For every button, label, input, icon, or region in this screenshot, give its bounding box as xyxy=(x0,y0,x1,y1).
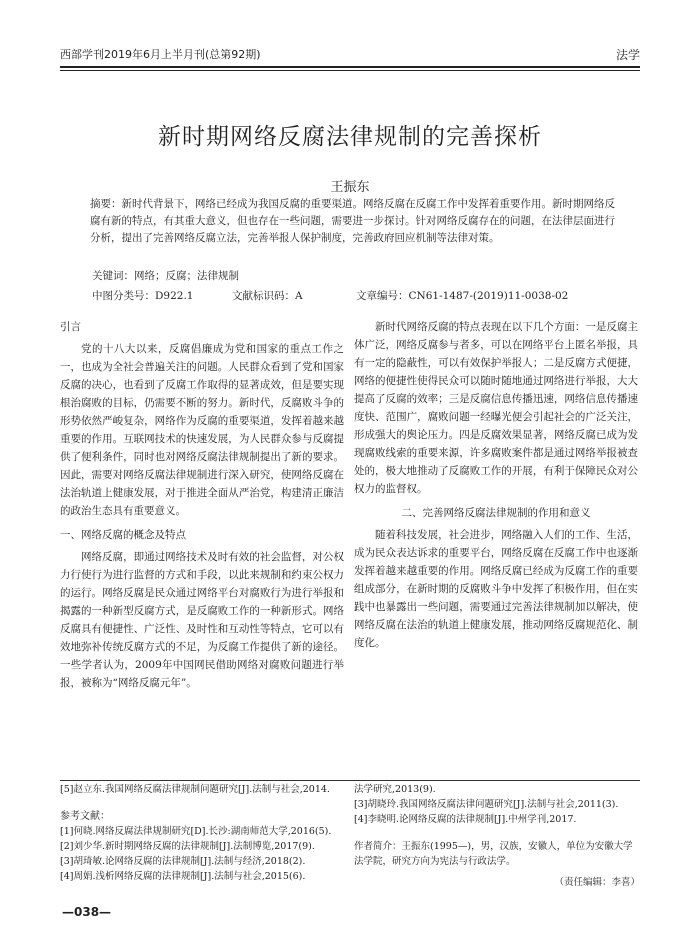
footnotes-left xyxy=(60,782,344,884)
article-title: 新时期网络反腐法律规制的完善探析 xyxy=(158,124,542,150)
reference-entry: [1]何晓.网络反腐法律规制研究[D].长沙:湖南师范大学,2016(5). xyxy=(60,826,332,837)
footnote-rule xyxy=(60,780,640,781)
article-author: 王振东 xyxy=(330,180,370,195)
keywords: 关键词：网络；反腐；法律规制 xyxy=(92,270,239,282)
header-rule-thin xyxy=(60,70,640,71)
reference-entry: [2]刘少华.新时期网络反腐的法律规制[J].法制博览,2017(9). xyxy=(60,841,315,852)
running-header xyxy=(60,46,640,64)
section-heading: 二、完善网络反腐法律规制的作用和意义 xyxy=(401,507,591,519)
document-code: 文献标识码：A xyxy=(232,290,303,302)
reference-entry: [3]胡晓玲.我国网络反腐法律问题研究[J].法制与社会,2011(3). xyxy=(354,799,619,810)
article-number: 文章编号：CN61-1487-(2019)11-0038-02 xyxy=(356,290,569,302)
author-bio: 作者简介：王振东(1995—)，男，汉族，安徽人，单位为安徽大学法学院，研究方向为宪法与行政法学。 xyxy=(354,841,633,867)
body-paragraph: 党的十八大以来，反腐倡廉成为党和国家的重点工作之一，也成为全社会普遍关注的问题。人民群众看到了党和国家反腐的决心，也看到了反腐工作取得的显著成效，但是要实现根治腐败的目标，仍需要不断的努力。新时代，反腐败斗争的形势依然严峻复杂，网络作为反腐的重要渠道，发挥着越来越重要的作用。互联网技术的快速发展，为人民群众参与反腐提供了便利条件，同时也对网络反腐法律规制提出了新的要求。因此，需要对网络反腐法律规制进行深入研究，使网络反腐在法治轨道上健康发展，对于推进全面从严治党，构建清正廉洁的政治生态具有重要意义。 xyxy=(60,343,344,517)
footnotes-right xyxy=(354,782,640,890)
reference-entry: [3]胡琦敏.论网络反腐的法律规制[J].法制与经济,2018(2). xyxy=(60,856,306,867)
page-number: —038— xyxy=(62,905,112,919)
clc-number: 中图分类号：D922.1 xyxy=(92,290,194,302)
responsible-editor: （责任编辑：李喜） xyxy=(554,877,640,888)
section-heading: 一、网络反腐的概念及特点 xyxy=(60,529,186,541)
body-paragraph: 网络反腐，即通过网络技术及时有效的社会监督，对公权力行使行为进行监督的方式和手段，以此来规制和约束公权力的运行。网络反腐是民众通过网络平台对腐败行为进行举报和揭露的一种新型反腐方式，是反腐败工作的一种新形式。网络反腐具有便捷性、广泛性、及时性和互动性等特点，它可以有效地弥补传统反腐方式的不足，为反腐工作提供了新的途径。一些学者认为，2009年中国网民借助网络对腐败问题进行举报，被称为“网络反腐元年”。 xyxy=(60,551,344,689)
section-heading: 引言 xyxy=(60,321,81,333)
abstract: 摘要：新时代背景下，网络已经成为我国反腐的重要渠道。网络反腐在反腐工作中发挥着重要作用。新时期网络反腐有新的特点，有其重大意义，但也存在一些问题，需要进一步探讨。针对网络反腐存在的问题，在法律层面进行分析，提出了完善网络反腐立法，完善举报人保护制度，完善政府回应机制等法律对策。 xyxy=(90,198,615,244)
reference-entry: [4]李晓明.论网络反腐的法律规制[J].中州学刊,2017. xyxy=(354,814,577,825)
body-paragraph: 新时代网络反腐的特点表现在以下几个方面：一是反腐主体广泛，网络反腐参与者多，可以在网络平台上匿名举报，具有一定的隐蔽性，可以有效保护举报人；二是反腐方式便捷，网络的便捷性使得民众可以随时随地通过网络进行举报，大大提高了反腐的效率；三是反腐信息传播迅速，网络信息传播速度快、范围广，腐败问题一经曝光便会引起社会的广泛关注，形成强大的舆论压力。四是反腐效果显著，网络反腐已成为发现腐败线索的重要来源，许多腐败案件都是通过网络举报被查处的，极大地推动了反腐败工作的开展，有利于保障民众对公权力的监督权。 xyxy=(354,321,638,495)
journal-info: 西部学刊2019年6月上半月刊(总第92期) xyxy=(60,48,261,61)
header-rule xyxy=(60,66,640,68)
body-column-left xyxy=(60,318,344,692)
reference-entry: 法学研究,2013(9). xyxy=(354,784,436,795)
reference-entry: [5]赵立东.我国网络反腐法律规制问题研究[J].法制与社会,2014. xyxy=(60,784,330,795)
reference-entry: [4]周娟.浅析网络反腐的法律规制[J].法制与社会,2015(6). xyxy=(60,871,306,882)
body-paragraph: 随着科技发展，社会进步，网络融入人们的工作、生活，成为民众表达诉求的重要平台，网络反腐在反腐工作中也逐渐发挥着越来越重要的作用。网络反腐已经成为反腐工作的重要组成部分，在新时期的反腐败斗争中发挥了积极作用，但在实践中也暴露出一些问题，需要通过完善法律规制加以解决，使网络反腐在法治的轨道上健康发展，推动网络反腐规范化、制度化。 xyxy=(354,529,638,649)
classification-codes xyxy=(92,288,620,304)
references-heading: 参考文献： xyxy=(60,811,110,822)
body-column-right xyxy=(354,318,638,652)
section-label: 法学 xyxy=(615,48,640,62)
